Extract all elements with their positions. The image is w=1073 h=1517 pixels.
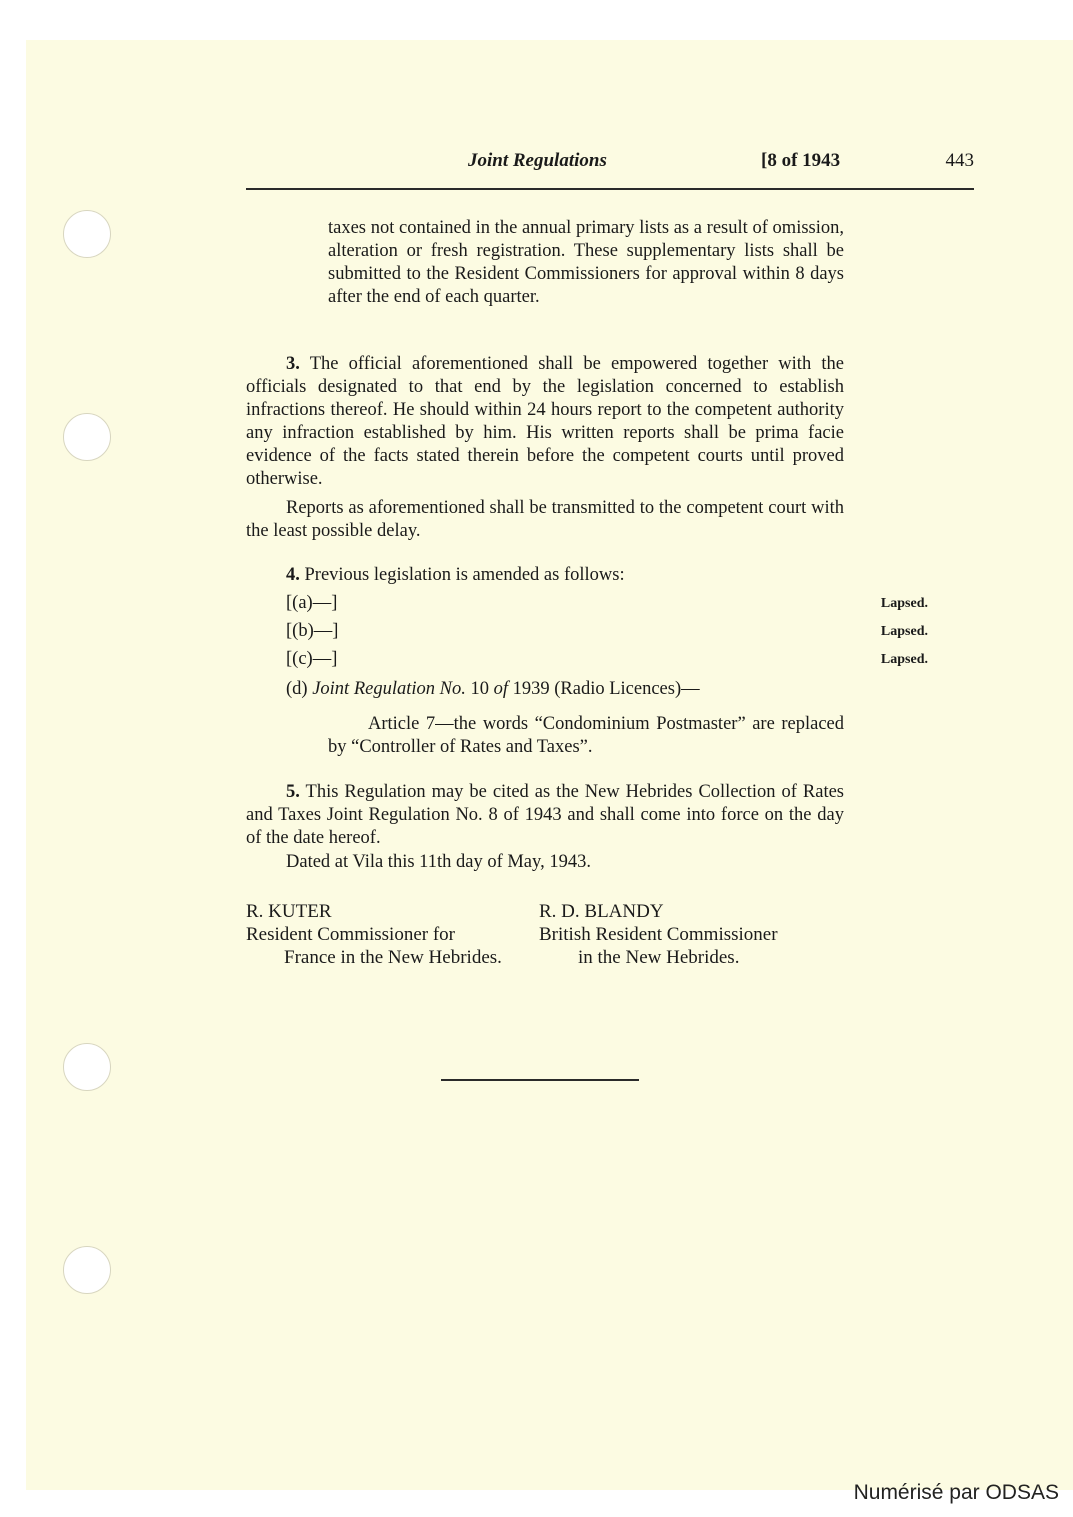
header-rule (246, 188, 974, 190)
paragraph-4-number: 4. (286, 565, 300, 585)
running-head-title: Joint Regulations (468, 150, 607, 171)
signature-left-title: Resident Commissioner for (246, 924, 455, 945)
dated-line: Dated at Vila this 11th day of May, 1943. (286, 852, 591, 872)
list-item-d-title: Joint Regulation No. (312, 679, 466, 699)
end-rule (441, 1079, 639, 1081)
paragraph-continuation: taxes not contained in the annual primary lists as a result of omission, alteration or fresh registration. These supplementary lists shall be submitted to the Resident Commissioners for approval within 8 days after the end of each quarter. (328, 218, 844, 307)
signature-right-title-2: in the New Hebrides. (578, 947, 740, 968)
list-item-a: [(a)—] (286, 593, 338, 613)
margin-note-lapsed: Lapsed. (880, 596, 928, 611)
margin-note-lapsed: Lapsed. (880, 652, 928, 667)
running-head-reference: [8 of 1943 (761, 150, 841, 171)
signature-right-name: R. D. BLANDY (539, 901, 664, 922)
punch-hole (63, 413, 111, 461)
punch-hole (63, 1246, 111, 1294)
list-item-d-of: of (493, 679, 508, 699)
paragraph-3 (246, 353, 844, 491)
punch-hole (63, 1043, 111, 1091)
list-item-c: [(c)—] (286, 649, 338, 669)
paragraph-3-continued: Reports as aforementioned shall be transmitted to the competent court with the least possible delay. (246, 498, 844, 541)
signature-right-title: British Resident Commissioner (539, 924, 778, 945)
signature-left-title-2: France in the New Hebrides. (284, 947, 502, 968)
paragraph-3-number: 3. (286, 354, 300, 374)
list-item-d-number: 10 (465, 679, 494, 699)
paragraph-4 (246, 564, 844, 587)
list-item-d-text: Article 7—the words “Condominium Postmaster” are replaced by “Controller of Rates and Taxes”. (328, 714, 844, 757)
paragraph-5 (246, 781, 844, 850)
page-number: 443 (945, 150, 974, 171)
running-head (246, 150, 974, 174)
signature-left-name: R. KUTER (246, 901, 332, 922)
list-item-d-label: (d) (286, 679, 313, 699)
paragraph-5-number: 5. (286, 782, 300, 802)
list-item-d-rest: 1939 (Radio Licences)— (507, 679, 700, 699)
paragraph-5-text: This Regulation may be cited as the New Hebrides Collection of Rates and Taxes Joint Regulation No. 8 of 1943 and shall come into force on the day of the date hereof. (246, 782, 844, 848)
list-item-b: [(b)—] (286, 621, 339, 641)
paragraph-4-text: Previous legislation is amended as follows: (299, 565, 625, 585)
punch-hole (63, 210, 111, 258)
digitization-credit: Numérisé par ODSAS (853, 1481, 1059, 1504)
margin-note-lapsed: Lapsed. (880, 624, 928, 639)
list-item-d (286, 678, 700, 701)
paragraph-3-text: The official aforementioned shall be empowered together with the officials designated to that end by the legislation concerned to establish infractions thereof. He should within 24 hours report to the competent authority any infraction established by him. His written reports shall be prima facie evidence of the facts stated therein before the competent courts until proved otherwise. (246, 354, 844, 489)
